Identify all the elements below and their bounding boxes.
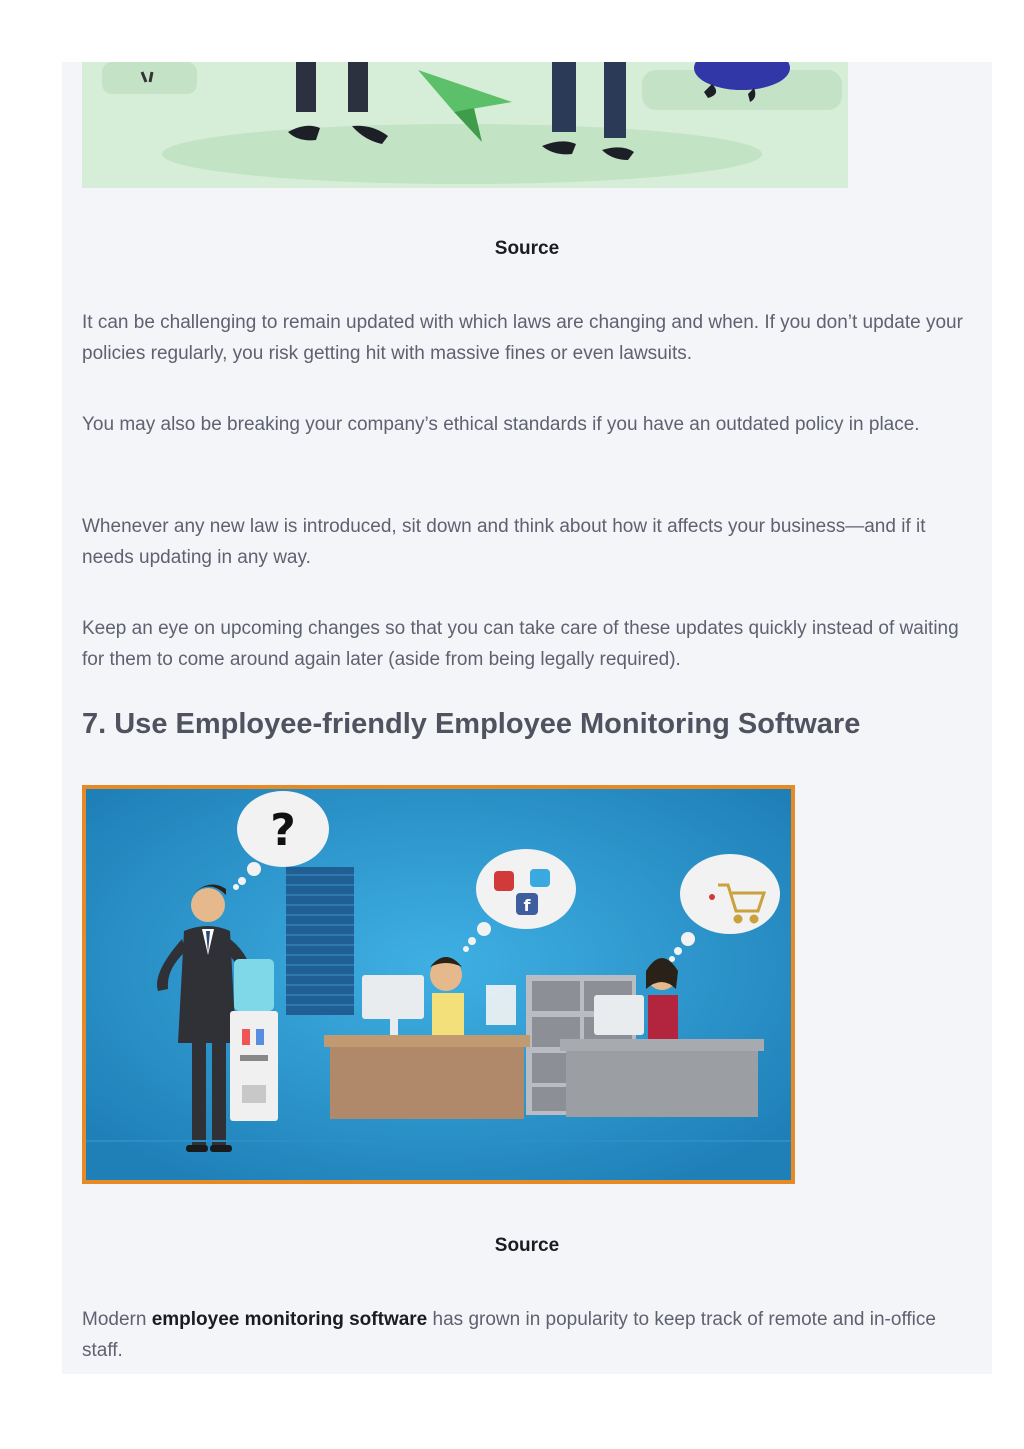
question-mark: ? [270,805,296,856]
svg-text:f: f [523,896,531,915]
paragraph-modern-monitoring [82,1305,972,1366]
employee-monitoring-link[interactable]: employee monitoring software [151,1309,428,1330]
paragraph-new-law: Whenever any new law is introduced, sit down and think about how it affects your business—and if it needs updating in any way. [82,516,926,568]
water-cooler [230,959,278,1121]
source-caption-top[interactable]: Source [494,238,560,259]
illustration-top [82,62,848,188]
source-caption-main[interactable]: Source [494,1235,560,1256]
youtube-icon [494,871,514,891]
illustration-office-monitoring [82,785,795,1184]
twitter-icon [530,869,550,887]
paragraph-laws-changing: It can be challenging to remain updated with which laws are changing and when. If you don’t update your policies regularly, you risk getting hit with massive fines or even lawsuits. [82,312,963,364]
paragraph-ethical-standards: You may also be breaking your company’s ethical standards if you have an outdated policy in place. [82,414,920,435]
paragraph-rest: has grown in popularity to keep track of remote and in-office staff. [82,1309,936,1361]
section-heading: 7. Use Employee-friendly Employee Monitoring Software [82,708,861,740]
paragraph-lead: Modern [82,1309,152,1330]
window-blinds [286,867,354,1015]
paragraph-upcoming-changes: Keep an eye on upcoming changes so that you can take care of these updates quickly instead of waiting for them to come around again later (aside from being legally required). [82,618,959,670]
